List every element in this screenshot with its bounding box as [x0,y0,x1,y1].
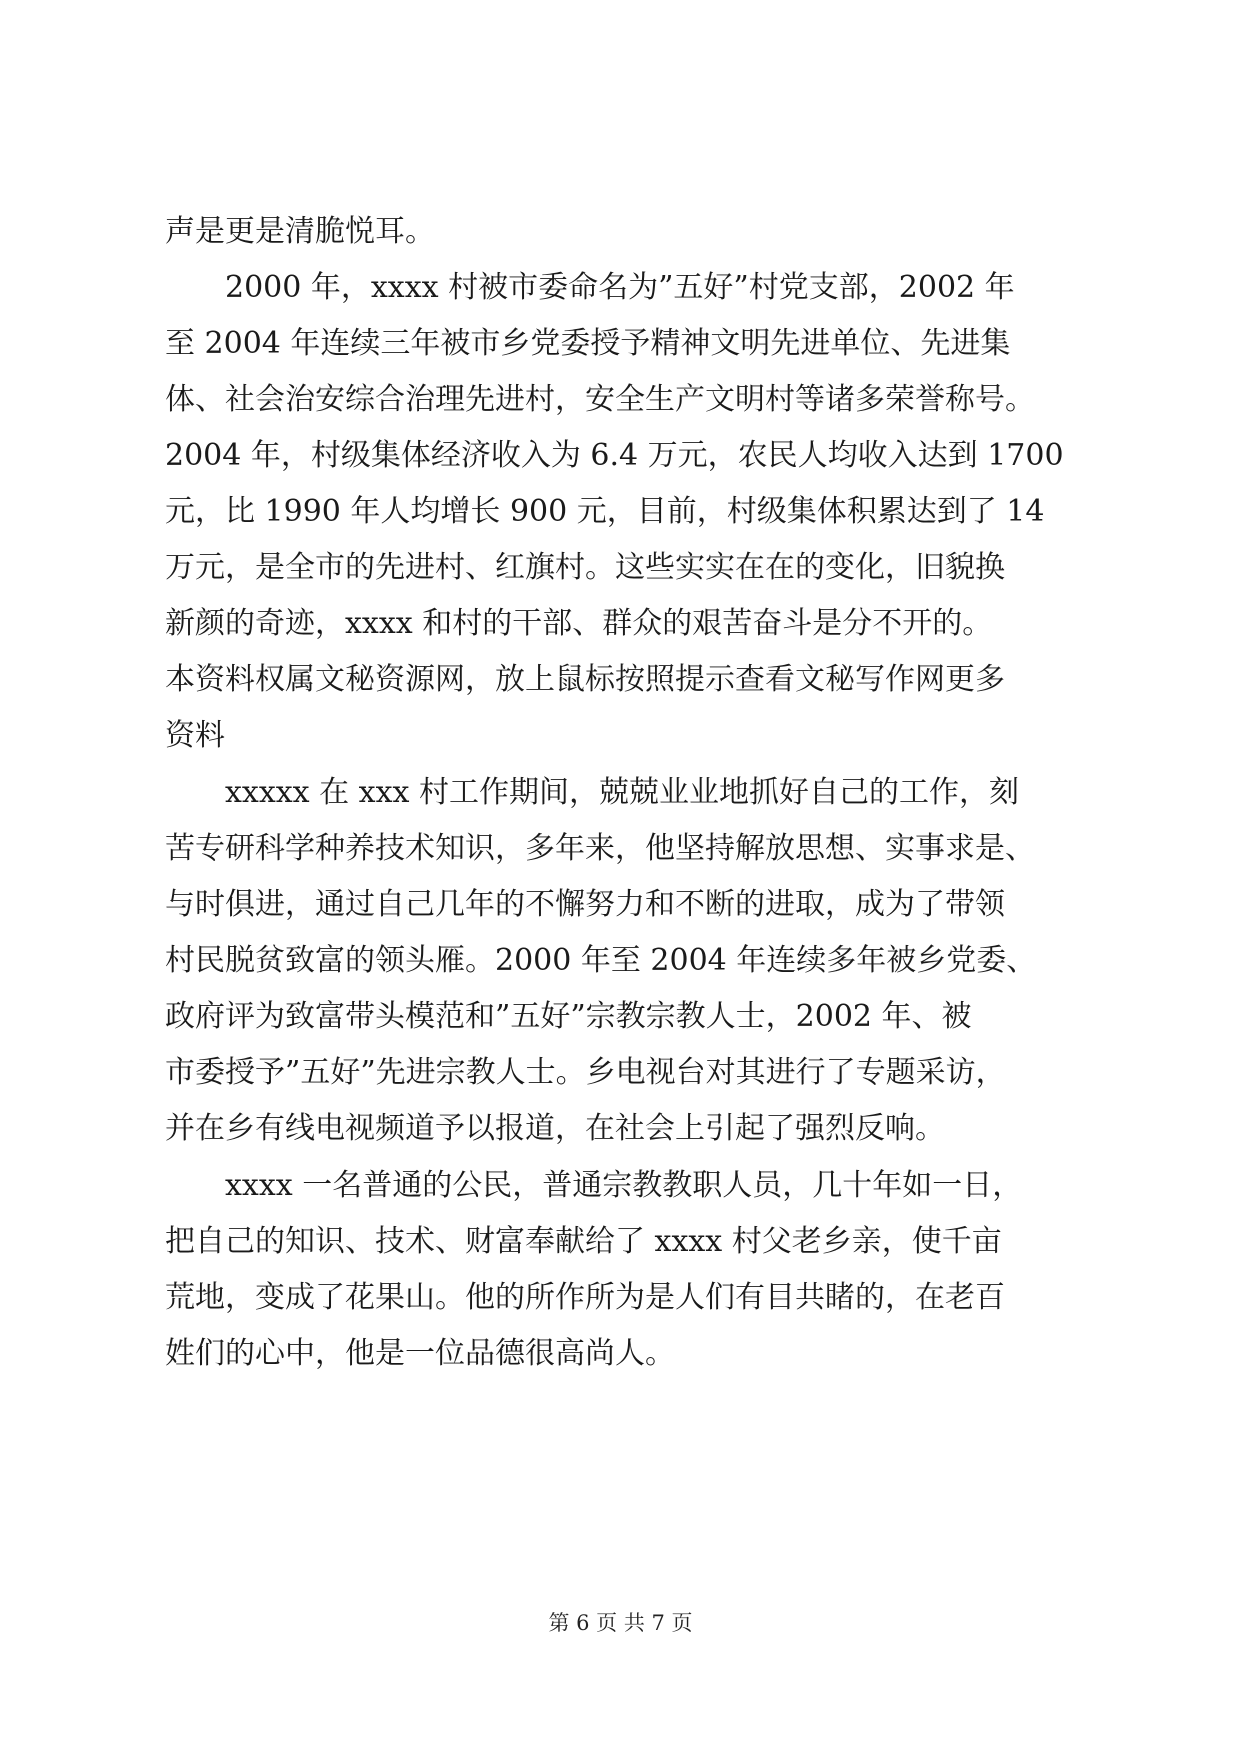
text-line: 与时俱进，通过自己几年的不懈努力和不断的进取，成为了带领 [165,887,1005,922]
page-number-footer: 第 6 页 共 7 页 [548,1611,693,1635]
text-line: 至 2004 年连续三年被市乡党委授予精神文明先进单位、先进集 [165,326,1011,361]
text-line: 荒地，变成了花果山。他的所作所为是人们有目共睹的，在老百 [165,1280,1005,1315]
text-line: 并在乡有线电视频道予以报道，在社会上引起了强烈反响。 [165,1111,945,1146]
text-line: 市委授予”五好”先进宗教人士。乡电视台对其进行了专题采访， [165,1055,1006,1090]
text-line: xxxx 一名普通的公民，普通宗教教职人员，几十年如一日， [225,1168,1023,1203]
text-line: 把自己的知识、技术、财富奉献给了 xxxx 村父老乡亲，使千亩 [165,1224,1002,1259]
text-line: 声是更是清脆悦耳。 [165,214,435,249]
text-line: 村民脱贫致富的领头雁。2000 年至 2004 年连续多年被乡党委、 [165,943,1037,978]
text-line: 新颜的奇迹，xxxx 和村的干部、群众的艰苦奋斗是分不开的。 [165,606,993,641]
text-line: 元，比 1990 年人均增长 900 元，目前，村级集体积累达到了 14 [165,494,1045,529]
text-line: 姓们的心中，他是一位品德很高尚人。 [165,1336,675,1371]
text-line: 资料 [165,718,225,753]
text-line: 体、社会治安综合治理先进村，安全生产文明村等诸多荣誉称号。 [165,382,1035,417]
text-line: 2000 年，xxxx 村被市委命名为”五好”村党支部，2002 年 [225,270,1015,305]
text-line: 本资料权属文秘资源网，放上鼠标按照提示查看文秘写作网更多 [165,662,1005,697]
text-line: 政府评为致富带头模范和”五好”宗教宗教人士，2002 年、被 [165,999,972,1034]
text-line: 2004 年，村级集体经济收入为 6.4 万元，农民人均收入达到 1700 [165,438,1064,473]
text-line: xxxxx 在 xxx 村工作期间，兢兢业业地抓好自己的工作，刻 [225,775,1019,810]
text-line: 苦专研科学种养技术知识，多年来，他坚持解放思想、实事求是、 [165,831,1035,866]
text-line: 万元，是全市的先进村、红旗村。这些实实在在的变化，旧貌换 [165,550,1005,585]
